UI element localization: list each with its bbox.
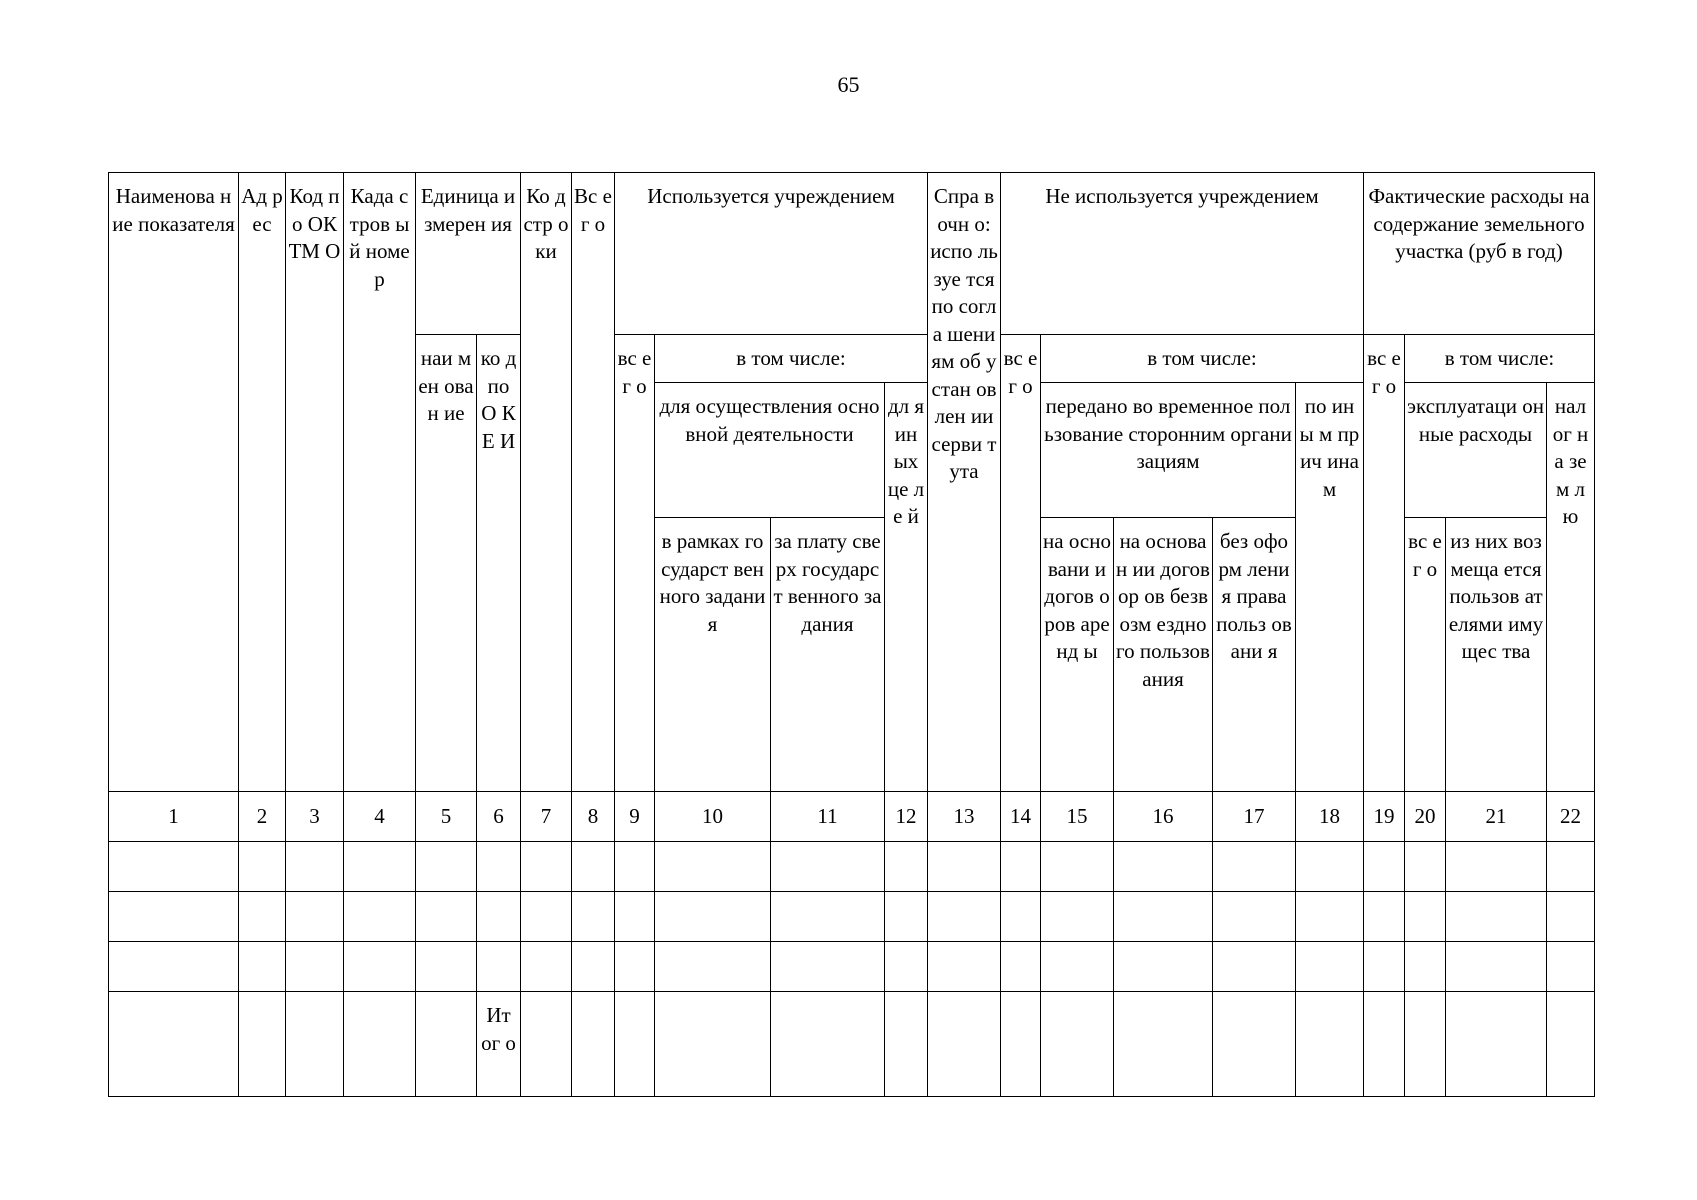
data-row xyxy=(109,942,1595,992)
column-number: 8 xyxy=(572,792,615,842)
data-cell[interactable] xyxy=(239,992,286,1097)
data-cell[interactable] xyxy=(1405,892,1446,942)
header-land-tax: нал ог на зем лю xyxy=(1547,383,1595,792)
column-number: 1 xyxy=(109,792,239,842)
data-cell[interactable] xyxy=(239,892,286,942)
data-cell[interactable] xyxy=(1213,892,1296,942)
data-cell[interactable] xyxy=(1405,942,1446,992)
data-cell[interactable] xyxy=(1446,942,1547,992)
data-cell[interactable] xyxy=(286,892,344,942)
data-cell[interactable] xyxy=(416,992,477,1097)
header-used-other: дл я ин ых це ле й xyxy=(885,383,928,792)
header-cadastral: Када стров ый номе р xyxy=(344,173,416,792)
data-cell[interactable] xyxy=(885,942,928,992)
header-other-reasons: по ины м прич инам xyxy=(1296,383,1364,792)
data-cell[interactable] xyxy=(477,892,521,942)
data-cell[interactable] xyxy=(1364,942,1405,992)
data-cell[interactable] xyxy=(344,892,416,942)
data-cell[interactable] xyxy=(1296,842,1364,892)
data-row xyxy=(109,892,1595,942)
data-cell[interactable] xyxy=(1547,892,1595,942)
data-cell[interactable] xyxy=(477,942,521,992)
data-cell[interactable] xyxy=(109,892,239,942)
data-cell[interactable] xyxy=(885,992,928,1097)
data-cell[interactable] xyxy=(344,942,416,992)
data-cell[interactable] xyxy=(416,942,477,992)
header-row-1 xyxy=(109,173,1595,335)
column-number: 9 xyxy=(615,792,655,842)
data-cell[interactable] xyxy=(239,942,286,992)
data-cell[interactable] xyxy=(1001,992,1041,1097)
data-cell[interactable] xyxy=(655,992,771,1097)
data-cell[interactable] xyxy=(928,842,1001,892)
data-cell[interactable] xyxy=(655,842,771,892)
data-cell[interactable] xyxy=(1041,992,1114,1097)
data-cell[interactable] xyxy=(885,842,928,892)
header-not-used-total: вс ег о xyxy=(1001,335,1041,792)
data-cell[interactable] xyxy=(1041,842,1114,892)
header-oktmo: Код по ОК ТМ О xyxy=(286,173,344,792)
data-cell[interactable] xyxy=(1547,992,1595,1097)
data-cell[interactable] xyxy=(1114,892,1213,942)
header-transferred-lease: на осно вани и догов оров аренд ы xyxy=(1041,518,1114,792)
data-cell[interactable] xyxy=(521,842,572,892)
data-cell[interactable] xyxy=(1446,992,1547,1097)
column-number: 7 xyxy=(521,792,572,842)
header-row-code: Ко д стр оки xyxy=(521,173,572,792)
column-number: 10 xyxy=(655,792,771,842)
data-cell[interactable] xyxy=(109,842,239,892)
data-cell[interactable] xyxy=(1405,992,1446,1097)
column-number: 17 xyxy=(1213,792,1296,842)
header-unit-okei: ко д по О КЕ И xyxy=(477,335,521,792)
header-transferred: передано во временное пользование сторонним организациям xyxy=(1041,383,1296,518)
data-cell[interactable] xyxy=(521,992,572,1097)
header-used: Используется учреждением xyxy=(615,173,928,335)
header-operating-reimbursed: из них возмеща ется пользов ателями имущес тва xyxy=(1446,518,1547,792)
header-expenses-total: вс ег о xyxy=(1364,335,1405,792)
data-cell[interactable] xyxy=(286,842,344,892)
data-cell[interactable] xyxy=(655,942,771,992)
data-cell[interactable] xyxy=(1296,992,1364,1097)
header-operating: эксплуатаци онные расходы xyxy=(1405,383,1547,518)
data-cell[interactable] xyxy=(928,992,1001,1097)
data-cell[interactable] xyxy=(615,992,655,1097)
header-not-used: Не используется учреждением xyxy=(1001,173,1364,335)
data-cell[interactable] xyxy=(521,942,572,992)
data-cell[interactable] xyxy=(1405,842,1446,892)
column-number: 3 xyxy=(286,792,344,842)
data-cell[interactable] xyxy=(521,892,572,942)
column-number: 15 xyxy=(1041,792,1114,842)
data-cell[interactable] xyxy=(1213,992,1296,1097)
data-cell[interactable] xyxy=(1041,892,1114,942)
data-cell[interactable] xyxy=(477,842,521,892)
data-cell[interactable] xyxy=(1364,842,1405,892)
header-operating-total: вс ег о xyxy=(1405,518,1446,792)
column-number: 13 xyxy=(928,792,1001,842)
column-number: 6 xyxy=(477,792,521,842)
data-cell[interactable] xyxy=(1364,892,1405,942)
header-name: Наименова ние показателя xyxy=(109,173,239,792)
data-cell[interactable] xyxy=(1213,942,1296,992)
column-number: 22 xyxy=(1547,792,1595,842)
total-row xyxy=(109,992,1595,1097)
data-cell[interactable] xyxy=(615,942,655,992)
column-number: 20 xyxy=(1405,792,1446,842)
column-number: 16 xyxy=(1114,792,1213,842)
data-cell[interactable] xyxy=(1114,992,1213,1097)
data-cell[interactable] xyxy=(109,992,239,1097)
header-transferred-unregistered: без оформ ления права польз овани я xyxy=(1213,518,1296,792)
data-cell[interactable] xyxy=(286,992,344,1097)
data-cell[interactable] xyxy=(615,892,655,942)
land-use-form-table xyxy=(108,172,1595,1097)
column-number: 4 xyxy=(344,792,416,842)
header-used-including: в том числе: xyxy=(655,335,928,383)
data-cell[interactable] xyxy=(771,942,885,992)
data-cell[interactable] xyxy=(239,842,286,892)
header-address: Ад рес xyxy=(239,173,286,792)
column-number: 14 xyxy=(1001,792,1041,842)
column-number: 11 xyxy=(771,792,885,842)
data-cell[interactable] xyxy=(928,892,1001,942)
page-number: 65 xyxy=(837,72,860,97)
data-cell[interactable] xyxy=(572,842,615,892)
header-used-main-state: в рамках государст венного задания xyxy=(655,518,771,792)
total-label: Ит ог о xyxy=(477,992,521,1097)
data-cell[interactable] xyxy=(885,892,928,942)
column-number: 5 xyxy=(416,792,477,842)
column-number: 18 xyxy=(1296,792,1364,842)
header-used-total: вс ег о xyxy=(615,335,655,792)
data-cell[interactable] xyxy=(1547,942,1595,992)
header-not-used-including: в том числе: xyxy=(1041,335,1364,383)
column-number-row xyxy=(109,792,1595,842)
header-expenses: Фактические расходы на содержание земельного участка (руб в год) xyxy=(1364,173,1595,335)
header-expenses-including: в том числе: xyxy=(1405,335,1595,383)
data-cell[interactable] xyxy=(1446,892,1547,942)
data-cell[interactable] xyxy=(1296,892,1364,942)
header-used-main: для осуществления основной деятельности xyxy=(655,383,885,518)
data-cell[interactable] xyxy=(1001,842,1041,892)
data-cell[interactable] xyxy=(771,892,885,942)
column-number: 19 xyxy=(1364,792,1405,842)
data-cell[interactable] xyxy=(771,842,885,892)
header-unit-name: наи мен ован ие xyxy=(416,335,477,792)
data-cell[interactable] xyxy=(344,842,416,892)
header-unit: Единица измерен ия xyxy=(416,173,521,335)
header-used-main-paid: за плату сверх государст венного задания xyxy=(771,518,885,792)
data-cell[interactable] xyxy=(1114,942,1213,992)
data-cell[interactable] xyxy=(286,942,344,992)
data-cell[interactable] xyxy=(1296,942,1364,992)
header-reference: Спра вочн о: испо льзуе тся по согла шени ям об устан овлен ии серви тута xyxy=(928,173,1001,792)
data-cell[interactable] xyxy=(1446,842,1547,892)
column-number: 2 xyxy=(239,792,286,842)
data-cell[interactable] xyxy=(416,842,477,892)
data-cell[interactable] xyxy=(771,992,885,1097)
column-number: 21 xyxy=(1446,792,1547,842)
data-cell[interactable] xyxy=(109,942,239,992)
header-total: Вс ег о xyxy=(572,173,615,792)
data-cell[interactable] xyxy=(572,892,615,942)
header-transferred-free: на основан ии договор ов безвозм ездного пользов ания xyxy=(1114,518,1213,792)
data-cell[interactable] xyxy=(1364,992,1405,1097)
data-cell[interactable] xyxy=(1001,892,1041,942)
data-cell[interactable] xyxy=(1114,842,1213,892)
data-cell[interactable] xyxy=(1213,842,1296,892)
data-cell[interactable] xyxy=(1001,942,1041,992)
data-cell[interactable] xyxy=(416,892,477,942)
column-number: 12 xyxy=(885,792,928,842)
data-cell[interactable] xyxy=(344,992,416,1097)
data-cell[interactable] xyxy=(1041,942,1114,992)
data-cell[interactable] xyxy=(615,842,655,892)
data-cell[interactable] xyxy=(572,992,615,1097)
data-cell[interactable] xyxy=(572,942,615,992)
data-row xyxy=(109,842,1595,892)
data-cell[interactable] xyxy=(1547,842,1595,892)
data-cell[interactable] xyxy=(655,892,771,942)
data-cell[interactable] xyxy=(928,942,1001,992)
